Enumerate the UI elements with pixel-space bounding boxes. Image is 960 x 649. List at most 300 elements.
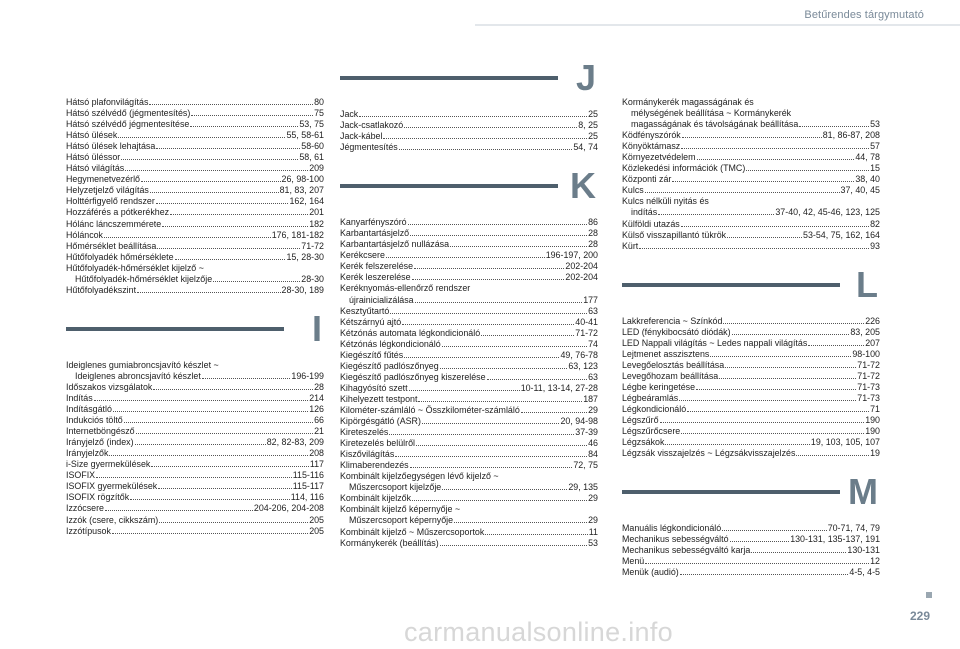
dot-leader xyxy=(665,438,809,445)
dot-leader xyxy=(175,253,286,260)
index-entry-label: Jack xyxy=(340,109,359,119)
dot-leader xyxy=(410,229,587,236)
index-entry-label: Ideiglenes abroncsjavító készlet xyxy=(75,370,201,381)
dot-leader xyxy=(156,197,289,204)
index-entry-label: Lakkreferencia ~ Színkód xyxy=(622,315,723,326)
section-bar xyxy=(340,76,558,80)
index-entry-label: Kihagyósító szett xyxy=(340,382,408,393)
dot-leader xyxy=(796,449,869,456)
index-entry-pages: 75 xyxy=(314,108,324,119)
section-header xyxy=(622,263,880,310)
index-entry-label: Közlekedési információk (TMC) xyxy=(622,163,746,174)
index-entry-label: Hóláncok xyxy=(66,229,103,240)
index-entry-label: Jégmentesítés xyxy=(340,142,398,153)
index-entry-label: Kireteszelés xyxy=(340,427,389,438)
index-entry xyxy=(622,426,880,437)
index-entry-label: Lejtmenet asszisztens xyxy=(622,348,710,359)
index-entry-label: Kiegészítő padlószőnyeg kiszerelése xyxy=(340,371,486,382)
index-entry-pages: 53 xyxy=(870,119,880,130)
dot-leader xyxy=(135,438,266,445)
index-entry-label: Kombinált kijelzők xyxy=(340,493,412,504)
index-entry-pages: 70-71, 74, 79 xyxy=(827,523,880,534)
index-entry-label: Karbantartásjelző xyxy=(340,228,410,239)
index-entry xyxy=(340,527,598,538)
index-entry-label: ISOFIX gyermekülések xyxy=(66,481,158,492)
dot-leader xyxy=(418,395,582,402)
index-entry xyxy=(340,217,598,228)
index-entry-pages: 205 xyxy=(309,514,324,525)
index-entry-label: Légzsák visszajelzés ~ Légzsákvisszajelzés xyxy=(622,448,796,459)
index-entry-label: Légzsákok xyxy=(622,437,665,448)
index-entry xyxy=(66,492,324,503)
index-entry-pages: 83, 205 xyxy=(850,326,880,337)
index-entry-pages: 25 xyxy=(588,109,598,119)
dot-leader xyxy=(136,427,314,434)
index-entry xyxy=(66,404,324,415)
index-entry-pages: 44, 78 xyxy=(855,152,880,163)
dot-leader xyxy=(697,153,855,160)
index-entry-label: ISOFIX rögzítők xyxy=(66,492,130,503)
index-entry-pages: 63 xyxy=(588,305,598,316)
index-entry-label: Karbantartásjelző nullázása xyxy=(340,239,450,250)
index-entry xyxy=(340,504,598,515)
index-entry-pages: 176, 181-182 xyxy=(271,229,324,240)
dot-leader xyxy=(672,175,854,182)
index-entry xyxy=(340,261,598,272)
index-entry-label: újrainicializálása xyxy=(349,294,414,305)
index-entry-pages: 196-199 xyxy=(291,370,324,381)
index-entry xyxy=(340,239,598,250)
index-entry xyxy=(622,371,880,382)
index-entry xyxy=(66,152,324,163)
index-entry-pages: 117 xyxy=(309,459,324,470)
dot-leader xyxy=(410,461,573,468)
index-entry xyxy=(66,174,324,185)
index-entry-label: Kétszárnyú ajtó xyxy=(340,316,402,327)
index-entry xyxy=(66,515,324,526)
index-entry-pages: 53 xyxy=(588,537,598,548)
index-entry xyxy=(340,383,598,394)
dot-leader xyxy=(681,142,869,149)
index-entry xyxy=(622,97,880,108)
dot-leader xyxy=(719,372,856,379)
index-entry-pages: 114, 116 xyxy=(290,492,324,503)
index-entry xyxy=(622,349,880,360)
index-entry-pages: 187 xyxy=(583,393,598,404)
index-entry xyxy=(622,241,880,252)
dot-leader xyxy=(113,405,308,412)
index-entry-pages: 196-197, 200 xyxy=(545,250,598,261)
index-entry-pages: 15, 28-30 xyxy=(286,251,324,262)
index-entry-pages: 29 xyxy=(588,493,598,504)
index-entry-label: Ködfényszórók xyxy=(622,130,681,141)
index-entry-pages: 115-116 xyxy=(292,470,324,481)
index-entry-pages: 4-5, 4-5 xyxy=(849,567,880,578)
index-entry-label: Kulcs nélküli nyitás és xyxy=(622,196,709,207)
index-entry xyxy=(622,360,880,371)
index-entry xyxy=(340,482,598,493)
index-entry xyxy=(622,523,880,534)
index-entry xyxy=(66,97,324,108)
index-entry xyxy=(622,119,880,130)
dot-leader xyxy=(213,275,300,282)
index-entry-label: Hátsó ülések lehajtása xyxy=(66,141,156,152)
index-entry-label: Hőmérséklet beállítása xyxy=(66,240,157,251)
section-letter: K xyxy=(570,165,596,207)
index-entry-label: Kipörgésgátló (ASR) xyxy=(340,416,421,427)
index-entry-label: Légbe keringetése xyxy=(622,381,696,392)
index-entry-pages: 201 xyxy=(309,207,324,218)
dot-leader xyxy=(105,504,253,511)
index-entry-label: Kiegészítő padlószőnyeg xyxy=(340,360,439,371)
index-entry xyxy=(622,152,880,163)
index-entry-label: Kerék leszerelése xyxy=(340,272,411,283)
index-entry-label: Klimaberendezés xyxy=(340,460,409,471)
index-entry-label: LED Nappali világítás ~ Ledes nappali világítás xyxy=(622,337,808,348)
index-entry-pages: 11 xyxy=(588,526,598,537)
index-entry xyxy=(340,438,598,449)
dot-leader xyxy=(402,318,574,325)
section-bar xyxy=(66,327,284,331)
dot-leader xyxy=(399,143,573,150)
index-entry xyxy=(66,274,324,285)
index-entry-label: i-Size gyermekülések xyxy=(66,459,151,470)
index-entry-pages: 25 xyxy=(588,131,598,142)
index-entry-label: Jack-kábel xyxy=(340,131,383,142)
index-entry-label: Izzók (csere, cikkszám) xyxy=(66,514,159,525)
dot-leader xyxy=(412,494,587,501)
dot-leader xyxy=(710,350,851,357)
index-entry-label: Kulcs xyxy=(622,185,644,196)
index-entry-pages: 55, 58-61 xyxy=(286,130,324,141)
index-entry xyxy=(340,538,598,549)
index-entry xyxy=(340,339,598,350)
index-entry-pages: 46 xyxy=(588,438,598,449)
index-entry-label: Internetböngésző xyxy=(66,426,135,437)
index-entry xyxy=(66,371,324,382)
dot-leader xyxy=(112,527,308,534)
index-entry-pages: 81, 86-87, 208 xyxy=(822,130,880,141)
index-entry xyxy=(622,130,880,141)
index-entry xyxy=(66,108,324,119)
index-entry-pages: 93 xyxy=(870,240,880,251)
index-entry-pages: 40-41 xyxy=(575,316,598,327)
index-entry-pages: 38, 40 xyxy=(855,174,880,185)
index-entry-pages: 28-30 xyxy=(301,273,324,284)
index-entry-label: Kiegészítő fűtés xyxy=(340,349,404,360)
section-header xyxy=(340,165,598,211)
index-entry-label: Kormánykerék (beállítás) xyxy=(340,537,439,548)
index-entry-label: Kombinált kijelző képernyője ~ xyxy=(340,504,461,515)
dot-leader xyxy=(681,220,869,227)
index-entry-label: Kombinált kijelzőegységen lévő kijelző ~ xyxy=(340,471,499,482)
index-entry xyxy=(622,437,880,448)
index-entry-pages: 202-204 xyxy=(565,261,598,272)
index-entry-pages: 58-60 xyxy=(301,141,324,152)
index-entry xyxy=(66,263,324,274)
dot-leader xyxy=(687,405,869,412)
index-entry-pages: 37-39 xyxy=(575,427,598,438)
dot-leader xyxy=(454,516,587,523)
index-entry-label: Menük (audió) xyxy=(622,567,679,578)
index-entry xyxy=(340,328,598,339)
index-entry xyxy=(622,207,880,218)
index-entry-label: mélységének beállítása ~ Kormánykerék xyxy=(631,108,792,119)
dot-leader xyxy=(96,471,292,478)
section-letter: M xyxy=(848,471,878,513)
index-entry xyxy=(622,382,880,393)
dot-leader xyxy=(153,383,313,390)
index-entry-pages: 162, 164 xyxy=(289,196,324,207)
index-entry xyxy=(66,360,324,371)
section-header xyxy=(622,471,880,517)
index-entry xyxy=(622,230,880,241)
index-entry xyxy=(66,119,324,130)
dot-leader xyxy=(442,340,587,347)
index-entry xyxy=(622,174,880,185)
index-entry-pages: 54, 74 xyxy=(573,142,598,153)
dot-leader xyxy=(658,208,774,215)
index-entry-pages: 71-72 xyxy=(857,359,880,370)
section-header xyxy=(340,57,598,103)
index-entry-label: Légkondicionáló xyxy=(622,404,687,415)
dot-leader xyxy=(485,528,588,535)
index-entry-label: Műszercsoport kijelzője xyxy=(349,482,442,493)
dot-leader xyxy=(125,164,308,171)
index-entry xyxy=(622,108,880,119)
section-letter: J xyxy=(575,57,596,98)
index-entry-label: Hegymenetvezérlő xyxy=(66,174,140,185)
index-entry-pages: 28-30, 189 xyxy=(281,284,324,295)
dot-leader xyxy=(389,428,574,435)
index-entry-pages: 205 xyxy=(309,525,324,536)
dot-leader xyxy=(412,273,565,280)
dot-leader xyxy=(730,535,790,542)
index-entry-label: Hólánc láncszemmérete xyxy=(66,218,162,229)
index-entry-pages: 74 xyxy=(588,338,598,349)
index-entry-label: Kétzónás automata légkondicionáló xyxy=(340,327,481,338)
index-entry xyxy=(66,285,324,296)
dot-leader xyxy=(414,262,564,269)
index-entry-pages: 26, 98-100 xyxy=(281,174,324,185)
index-entry-label: Kormánykerék magasságának és xyxy=(622,97,754,107)
dot-leader xyxy=(681,427,864,434)
index-entry xyxy=(340,460,598,471)
dot-leader xyxy=(645,557,869,564)
index-entry xyxy=(340,372,598,383)
index-entry-pages: 37-40, 42, 45-46, 123, 125 xyxy=(775,207,880,218)
index-entry-label: Kanyarfényszóró xyxy=(340,217,407,228)
index-entry-pages: 214 xyxy=(309,392,324,403)
index-column-1 xyxy=(66,97,324,537)
index-entry xyxy=(66,526,324,537)
index-entry-pages: 98-100 xyxy=(852,348,880,359)
index-entry-pages: 190 xyxy=(865,426,880,437)
index-entry-pages: 19, 103, 105, 107 xyxy=(810,437,880,448)
index-entry xyxy=(66,230,324,241)
index-entry xyxy=(340,317,598,328)
index-entry-pages: 130-131 xyxy=(847,545,880,556)
index-entry xyxy=(66,241,324,252)
index-entry xyxy=(340,306,598,317)
dot-leader xyxy=(660,416,865,423)
dot-leader xyxy=(450,240,587,247)
index-entry xyxy=(66,141,324,152)
index-entry-pages: 202-204 xyxy=(565,272,598,283)
index-entry xyxy=(66,426,324,437)
index-entry xyxy=(66,459,324,470)
index-entry-label: Kerék felszerelése xyxy=(340,261,414,272)
dot-leader xyxy=(422,417,560,424)
index-entry xyxy=(340,120,598,131)
index-entry-label: Hátsó ülések xyxy=(66,130,118,141)
dot-leader xyxy=(751,546,846,553)
index-entry xyxy=(340,228,598,239)
section-bar xyxy=(340,184,558,188)
index-entry-label: Hozzáférés a pótkerékhez xyxy=(66,207,170,218)
section-letter: L xyxy=(856,263,878,305)
index-entry-label: Hűtőfolyadék-hőmérséklet kijelzője xyxy=(75,273,213,284)
index-entry-label: Légszűrőcsere xyxy=(622,426,681,437)
index-entry xyxy=(340,250,598,261)
index-entry xyxy=(340,142,598,153)
dot-leader xyxy=(191,109,313,116)
index-entry-label: Jack-csatlakozó xyxy=(340,120,404,131)
dot-leader xyxy=(383,132,587,139)
index-entry-label: ISOFIX xyxy=(66,470,96,481)
index-entry-pages: 28 xyxy=(588,239,598,250)
index-entry-label: Keréknyomás-ellenőrző rendszer xyxy=(340,283,471,294)
index-entry-label: Hátsó üléssor xyxy=(66,152,121,163)
index-entry xyxy=(622,141,880,152)
index-entry-label: Műszercsoport képernyője xyxy=(349,515,454,526)
index-entry xyxy=(66,503,324,514)
dot-leader xyxy=(409,384,520,391)
corner-mark xyxy=(926,592,932,598)
index-entry-label: Légbeáramlás xyxy=(622,392,679,403)
index-entry-label: Kiszővilágítás xyxy=(340,449,395,460)
index-entry-pages: 10-11, 13-14, 27-28 xyxy=(520,382,598,393)
dot-leader xyxy=(404,351,559,358)
index-entry xyxy=(622,415,880,426)
dot-leader xyxy=(440,539,587,546)
index-entry-pages: 71-72 xyxy=(857,370,880,381)
index-entry-label: Külső visszapillantó tükrök xyxy=(622,229,727,240)
index-entry xyxy=(66,219,324,230)
index-entry-pages: 29 xyxy=(588,515,598,526)
index-entry-pages: 190 xyxy=(865,415,880,426)
dot-leader xyxy=(481,329,574,336)
index-entry xyxy=(66,252,324,263)
index-entry-label: Külföldi utazás xyxy=(622,218,680,229)
index-entry-label: Helyzetjelző világítás xyxy=(66,185,149,196)
index-entry xyxy=(340,272,598,283)
index-entry-pages: 28 xyxy=(314,381,324,392)
index-entry xyxy=(66,393,324,404)
dot-leader xyxy=(723,317,864,324)
index-entry-label: Kombinált kijelző ~ Műszercsoportok xyxy=(340,526,485,537)
section-letter: I xyxy=(311,307,322,349)
index-entry xyxy=(66,207,324,218)
index-entry-label: Kiretezelés belülről xyxy=(340,438,415,449)
index-entry-pages: 226 xyxy=(865,315,880,326)
dot-leader xyxy=(170,208,308,215)
dot-leader xyxy=(808,339,864,346)
index-entry xyxy=(622,567,880,578)
index-entry-label: Mechanikus sebességváltó xyxy=(622,534,729,545)
index-entry-pages: 21 xyxy=(314,426,324,437)
index-entry xyxy=(622,556,880,567)
index-entry-pages: 71-72 xyxy=(301,240,324,251)
dot-leader xyxy=(521,406,587,413)
dot-leader xyxy=(149,98,313,105)
index-entry-pages: 29, 135 xyxy=(568,482,598,493)
index-entry-label: Hátsó szélvédő jégmentesítése xyxy=(66,119,190,130)
index-entry-pages: 63, 123 xyxy=(568,360,598,371)
index-entry xyxy=(340,131,598,142)
section-bar xyxy=(622,490,840,494)
index-entry xyxy=(340,471,598,482)
index-entry xyxy=(340,427,598,438)
index-entry xyxy=(340,449,598,460)
dot-leader xyxy=(732,328,850,335)
index-entry-pages: 29 xyxy=(588,404,598,415)
dot-leader xyxy=(746,164,869,171)
header-rule xyxy=(475,24,960,26)
index-entry xyxy=(622,327,880,338)
index-entry-label: Kihelyezett testpont xyxy=(340,393,418,404)
index-entry-pages: 81, 83, 207 xyxy=(279,185,324,196)
index-entry-label: indítás xyxy=(631,207,658,218)
index-entry-label: Hűtőfolyadék-hőmérséklet kijelző ~ xyxy=(66,262,204,273)
index-column-3 xyxy=(622,97,880,579)
index-entry-label: Környezetvédelem xyxy=(622,152,696,163)
dot-leader xyxy=(109,449,308,456)
index-entry-pages: 177 xyxy=(583,294,598,305)
dot-leader xyxy=(727,231,802,238)
index-entry-pages: 82, 82-83, 209 xyxy=(266,437,324,448)
dot-leader xyxy=(680,568,849,575)
index-entry xyxy=(340,295,598,306)
index-entry-label: Hátsó plafonvilágítás xyxy=(66,97,149,107)
dot-leader xyxy=(104,231,271,238)
dot-leader xyxy=(390,307,587,314)
index-entry-pages: 84 xyxy=(588,449,598,460)
dot-leader xyxy=(722,524,827,531)
index-entry-label: Ideiglenes gumiabroncsjavító készlet ~ xyxy=(66,359,219,370)
index-entry xyxy=(340,361,598,372)
page-number: 229 xyxy=(909,609,930,623)
section-header xyxy=(66,307,324,354)
index-entry-pages: 58, 61 xyxy=(299,152,324,163)
index-entry xyxy=(66,415,324,426)
section-bar xyxy=(622,283,840,287)
dot-leader xyxy=(159,516,308,523)
dot-leader xyxy=(141,175,281,182)
index-entry-pages: 37, 40, 45 xyxy=(840,185,880,196)
index-entry xyxy=(622,163,880,174)
index-entry-pages: 208 xyxy=(309,448,324,459)
index-entry xyxy=(66,481,324,492)
index-entry-label: Manuális légkondicionáló xyxy=(622,523,722,534)
index-entry-label: Kerékcsere xyxy=(340,250,385,261)
index-entry-label: Hátsó szélvédő (jégmentesítés) xyxy=(66,108,191,119)
index-entry xyxy=(622,404,880,415)
index-entry xyxy=(622,448,880,459)
index-entry xyxy=(340,350,598,361)
index-entry-label: Holttérfigyelő rendszer xyxy=(66,196,155,207)
index-entry-pages: 71-72 xyxy=(575,327,598,338)
